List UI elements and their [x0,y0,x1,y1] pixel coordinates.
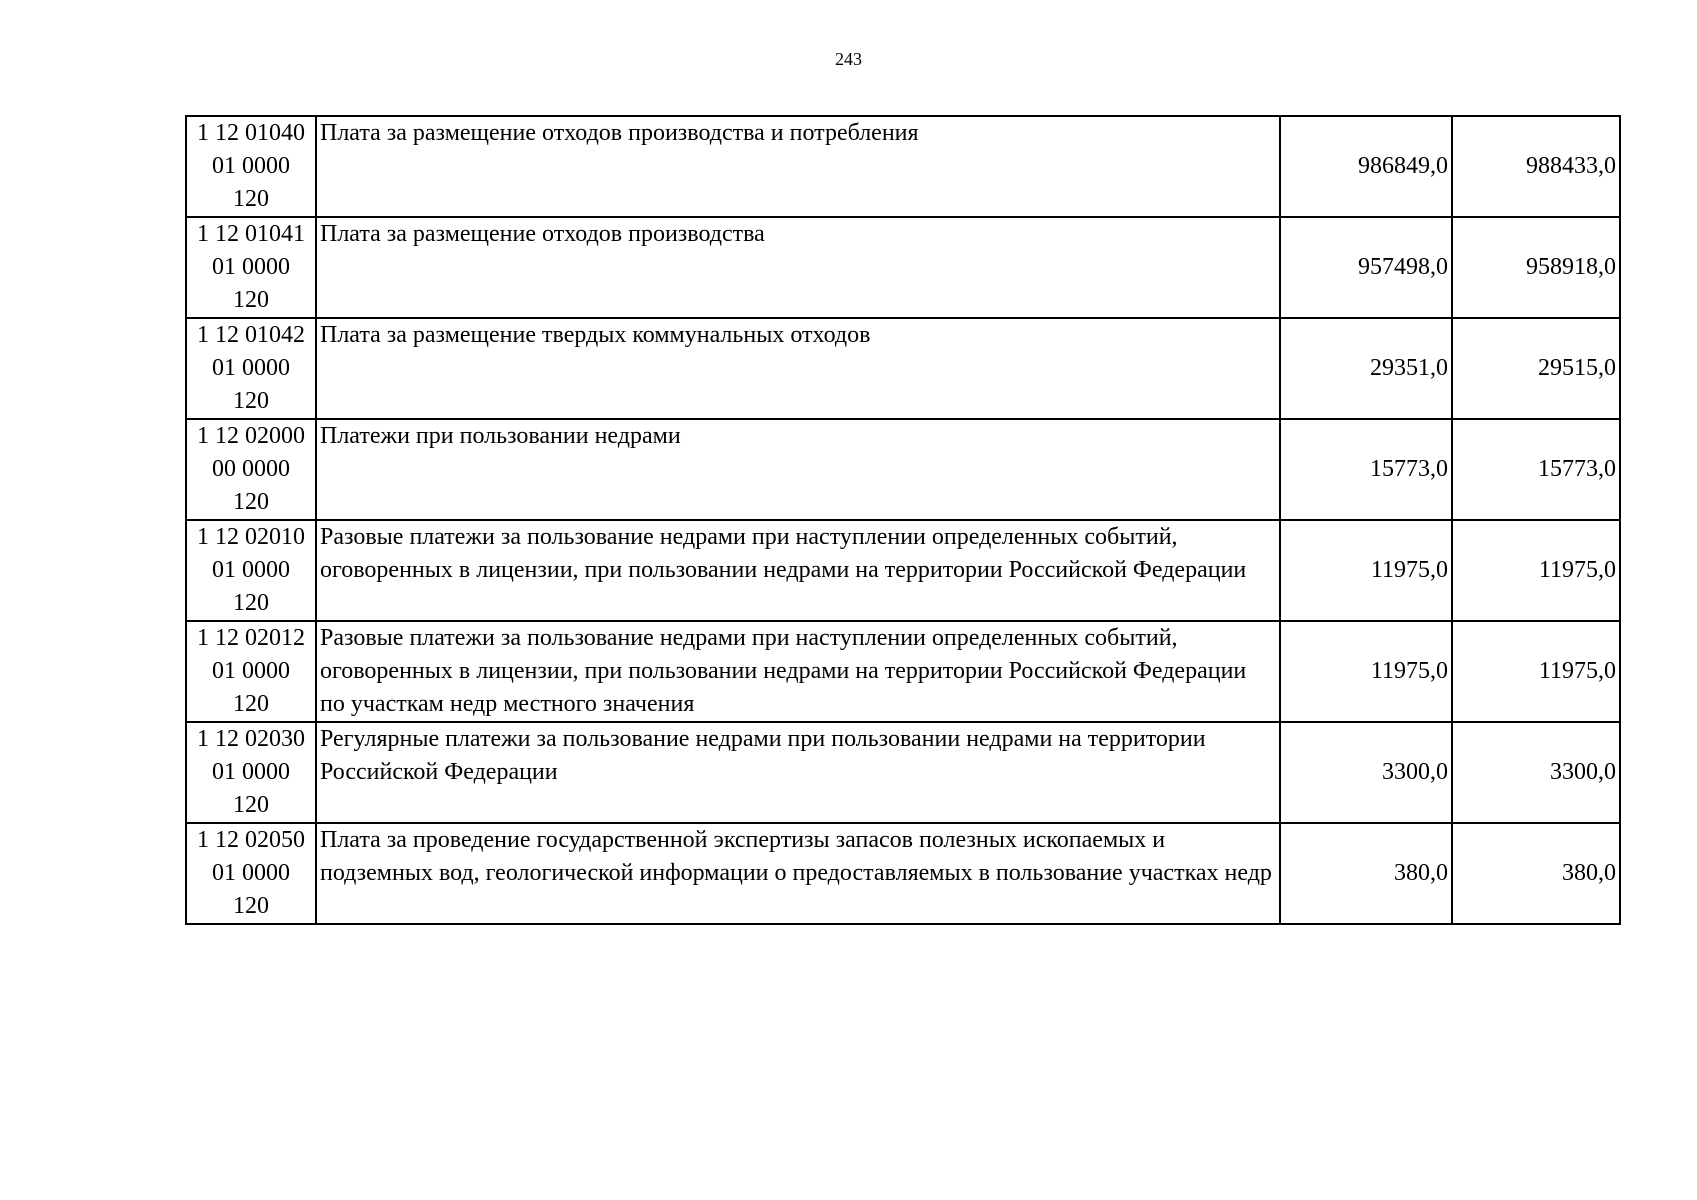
revenue-name-cell: Разовые платежи за пользование недрами при наступлении определенных событий, оговоренных в лицензии, при пользовании недрами на территории Российской Федерации по участкам недр местного значения [316,621,1280,722]
table-row [186,217,1620,318]
table-row [186,419,1620,520]
amount-year1-cell: 986849,0 [1280,116,1452,217]
amount-year1-cell: 3300,0 [1280,722,1452,823]
budget-code-cell: 1 12 01041 01 0000 120 [186,217,316,318]
amount-year1-cell: 11975,0 [1280,520,1452,621]
amount-year2-cell: 29515,0 [1452,318,1620,419]
revenue-name-cell: Регулярные платежи за пользование недрами при пользовании недрами на территории Российской Федерации [316,722,1280,823]
amount-year2-cell: 15773,0 [1452,419,1620,520]
amount-year1-cell: 11975,0 [1280,621,1452,722]
page-number: 243 [835,49,862,69]
revenue-name-cell: Разовые платежи за пользование недрами при наступлении определенных событий, оговоренных в лицензии, при пользовании недрами на территории Российской Федерации [316,520,1280,621]
amount-year2-cell: 11975,0 [1452,621,1620,722]
table-row [186,823,1620,924]
table-row [186,520,1620,621]
budget-code-cell: 1 12 02012 01 0000 120 [186,621,316,722]
amount-year1-cell: 957498,0 [1280,217,1452,318]
amount-year2-cell: 11975,0 [1452,520,1620,621]
table-row [186,621,1620,722]
amount-year2-cell: 380,0 [1452,823,1620,924]
table-row [186,722,1620,823]
revenue-name-cell: Плата за размещение отходов производства и потребления [316,116,1280,217]
budget-code-cell: 1 12 02000 00 0000 120 [186,419,316,520]
amount-year2-cell: 3300,0 [1452,722,1620,823]
amount-year2-cell: 988433,0 [1452,116,1620,217]
revenue-name-cell: Плата за размещение твердых коммунальных отходов [316,318,1280,419]
budget-code-cell: 1 12 02030 01 0000 120 [186,722,316,823]
budget-code-cell: 1 12 01042 01 0000 120 [186,318,316,419]
table-row [186,318,1620,419]
revenue-name-cell: Плата за проведение государственной экспертизы запасов полезных ископаемых и подземных вод, геологической информации о предоставляемых в пользование участках недр [316,823,1280,924]
budget-revenue-table [185,115,1621,925]
revenue-name-cell: Плата за размещение отходов производства [316,217,1280,318]
amount-year1-cell: 29351,0 [1280,318,1452,419]
amount-year1-cell: 380,0 [1280,823,1452,924]
budget-code-cell: 1 12 01040 01 0000 120 [186,116,316,217]
amount-year2-cell: 958918,0 [1452,217,1620,318]
budget-code-cell: 1 12 02050 01 0000 120 [186,823,316,924]
table-row [186,116,1620,217]
amount-year1-cell: 15773,0 [1280,419,1452,520]
revenue-name-cell: Платежи при пользовании недрами [316,419,1280,520]
budget-code-cell: 1 12 02010 01 0000 120 [186,520,316,621]
